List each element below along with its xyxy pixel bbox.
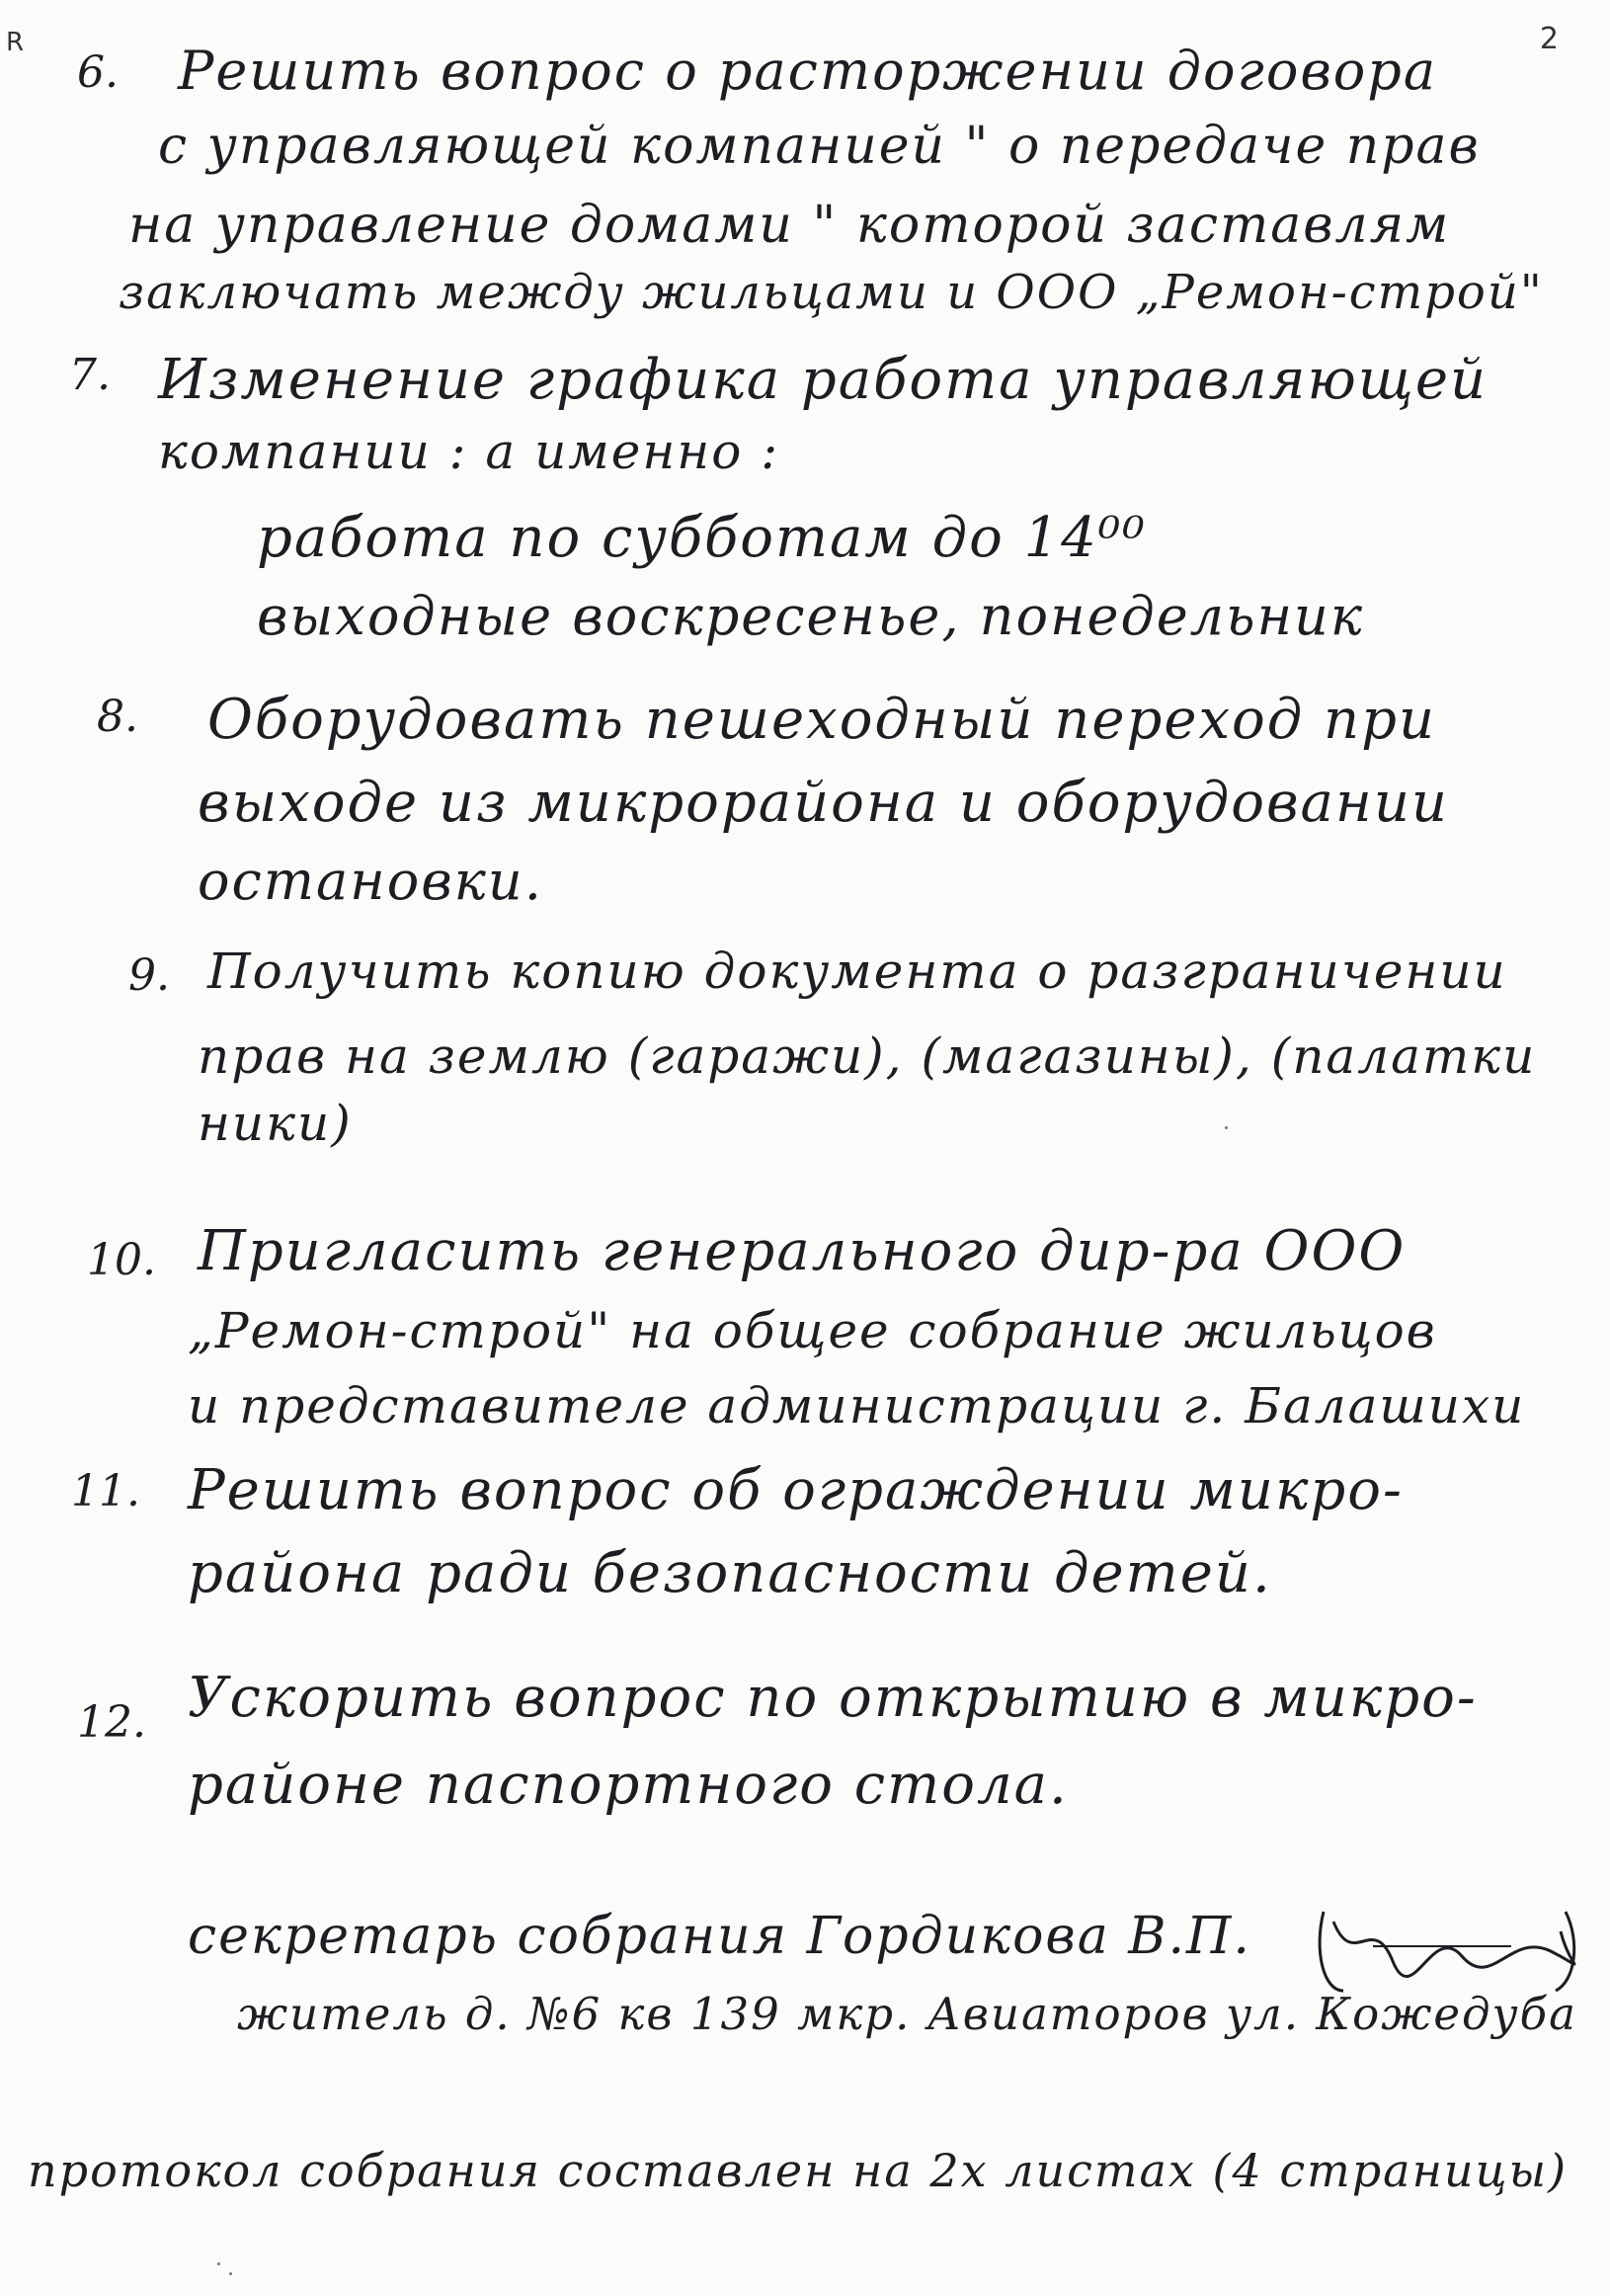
item-line: выходные воскресенье, понедельник xyxy=(257,585,1365,647)
item-line: прав на землю (гаражи), (магазины), (палатки xyxy=(198,1027,1537,1085)
item-number: 9. xyxy=(128,950,170,1001)
page-number: 2 xyxy=(1539,22,1559,56)
footer-note: протокол собрания составлен на 2х листах (4 страницы) xyxy=(28,2144,1569,2197)
item-number: 11. xyxy=(71,1466,140,1517)
resident-line: житель д. №6 кв 139 мкр. Авиаторов ул. Кожедуба xyxy=(237,1988,1577,2040)
item-line: на управление домами " которой заставлям xyxy=(128,196,1451,255)
secretary-line: секретарь собрания Гордикова В.П. xyxy=(188,1907,1251,1966)
item-line: Ускорить вопрос по открытию в микро- xyxy=(188,1666,1478,1730)
item-line: выходе из микрорайона и оборудовании xyxy=(198,771,1449,835)
corner-mark: R xyxy=(6,28,25,57)
item-line: района ради безопасности детей. xyxy=(188,1541,1272,1605)
item-line: Оборудовать пешеходный переход при xyxy=(207,688,1437,752)
item-number: 12. xyxy=(77,1697,146,1748)
item-line: и представителе администрации г. Балашихи xyxy=(188,1377,1526,1435)
item-line: Решить вопрос о расторжении договора xyxy=(178,40,1438,102)
item-line: Получить копию документа о разграничении xyxy=(207,943,1507,1000)
handwritten-signature xyxy=(1314,1902,1580,2001)
item-line: заключать между жильцами и ООО „Ремон-строй" xyxy=(119,265,1544,320)
item-number: 8. xyxy=(97,692,138,742)
item-line: Изменение графика работа управляющей xyxy=(158,348,1489,412)
item-line: с управляющей компанией " о передаче прав xyxy=(158,117,1481,176)
item-line: работа по субботам до 14⁰⁰ xyxy=(257,506,1147,570)
item-line: компании : а именно : xyxy=(158,423,780,480)
item-line: районе паспортного стола. xyxy=(188,1753,1069,1817)
item-line: Решить вопрос об ограждении микро- xyxy=(188,1458,1404,1522)
item-number: 10. xyxy=(87,1235,156,1285)
item-number: 7. xyxy=(69,350,111,400)
item-line: ники) xyxy=(198,1095,353,1152)
item-line: Пригласить генерального дир-ра ООО xyxy=(198,1219,1407,1283)
item-number: 6. xyxy=(77,47,119,98)
item-line: „Ремон-строй" на общее собрание жильцов xyxy=(188,1302,1437,1359)
item-line: остановки. xyxy=(198,850,543,912)
